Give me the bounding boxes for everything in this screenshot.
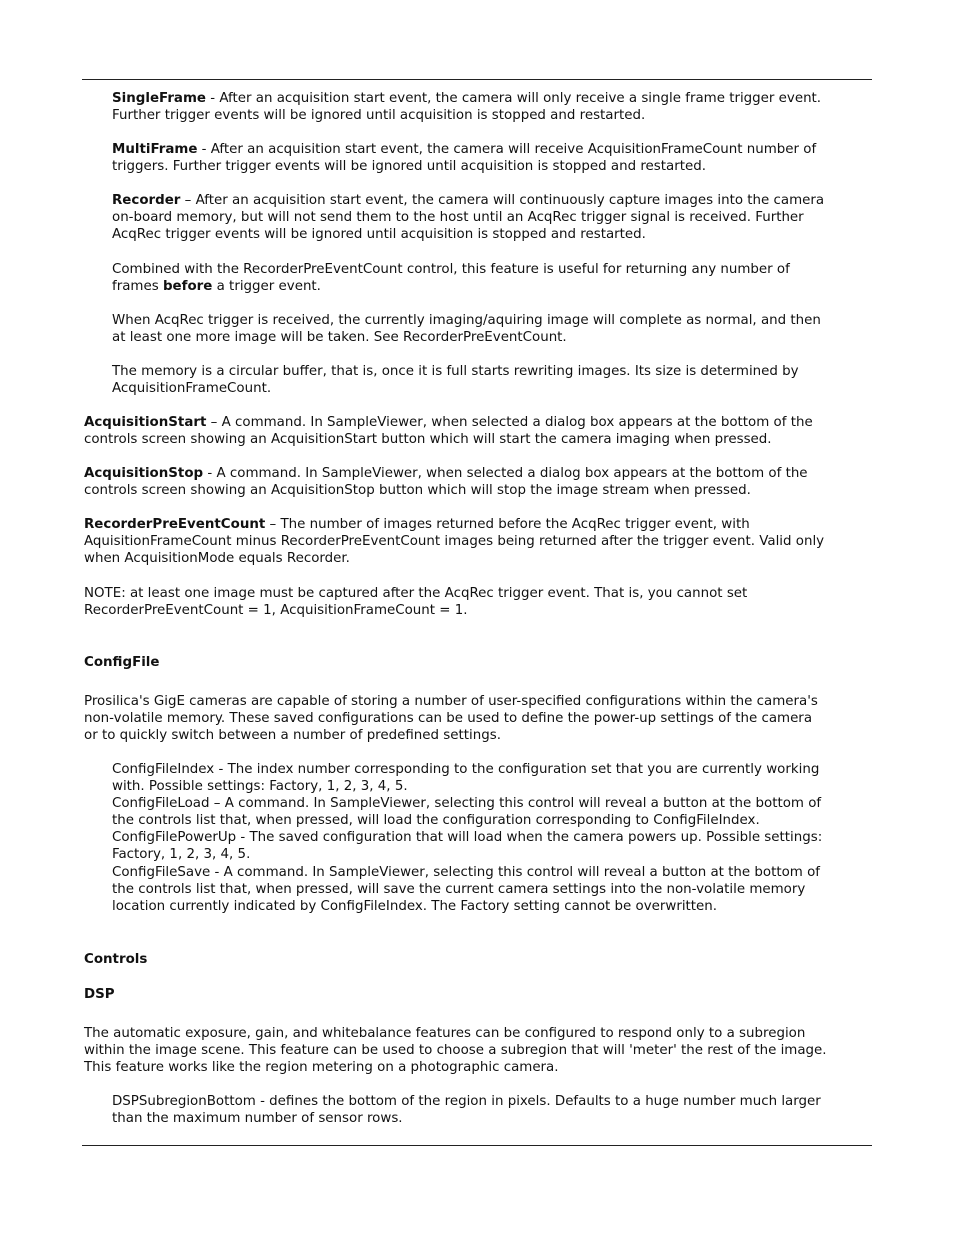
header-rule xyxy=(82,79,872,80)
dsp-intro: The automatic exposure, gain, and whitebalance features can be configured to respond only to a subregion within the image scene. This feature can be used to choose a subregion that will 'meter' the rest of the image. This feature works like the region metering on a photographic camera. xyxy=(84,1026,827,1076)
configfilesave-item: ConfigFileSave - A command. In SampleViewer, selecting this control will reveal a button at the bottom of xyxy=(112,864,820,880)
configfilepowerup-item: ConfigFilePowerUp - The saved configuration that will load when the camera powers up. Possible settings: xyxy=(112,830,823,846)
term-multiframe: MultiFrame xyxy=(112,142,198,157)
memory-paragraph: The memory is a circular buffer, that is, once it is full starts rewriting images. Its size is determined by AcquisitionFrameCount. xyxy=(112,364,799,397)
term-acquisitionstart: AcquisitionStart xyxy=(84,415,207,430)
acquisitionstart-paragraph: AcquisitionStart – A command. In SampleViewer, when selected a dialog box appears at the bottom of the controls screen showing an AcquisitionStart button which will start the camera imaging when pressed. xyxy=(84,415,813,448)
dsp-heading: DSP xyxy=(84,987,115,1002)
configfileload-item: ConfigFileLoad – A command. In SampleViewer, selecting this control will reveal a button at the bottom of xyxy=(112,796,822,812)
footer-rule xyxy=(82,1145,872,1146)
term-acquisitionstop: AcquisitionStop xyxy=(84,466,204,481)
acqrec-paragraph: When AcqRec trigger is received, the currently imaging/aquiring image will complete as normal, and then at least one more image will be taken. See RecorderPreEventCount. xyxy=(112,313,821,346)
configfile-items: ConfigFileIndex - The index number corresponding to the configuration set that you are currently working with. Possible settings: Factory, 1, 2, 3, 4, 5. ConfigFileLoad – A command. In SampleViewer, selecting this control will reveal a button at the bottom of the controls list that, when pressed, will load the configuration corresponding to ConfigFileIndex. ConfigFilePowerUp - The saved configuration that will load when the camera powers up. Possible settings: Factory, 1, 2, 3, 4, 5. ConfigFileSave - A command. In SampleViewer, selecting this control will reveal a button at the bottom of the controls list that, when pressed, will save the current camera settings into the non-volatile memory location currently indicated by ConfigFileIndex. The Factory setting cannot be overwritten. xyxy=(112,762,823,914)
recorder-paragraph: Recorder – After an acquisition start event, the camera will continuously capture images into the camera on-board memory, but will not send them to the host until an AcqRec trigger signal is received. Further AcqRec trigger events will be ignored until acquisition is stopped and restarted. xyxy=(112,193,825,243)
multiframe-paragraph: MultiFrame - After an acquisition start event, the camera will receive AcquisitionFrameCount number of triggers. Further trigger events will be ignored until acquisition is stopped and restarted. xyxy=(112,142,817,175)
configfile-intro: Prosilica's GigE cameras are capable of storing a number of user-specified configurations within the camera's non-volatile memory. These saved configurations can be used to define the power-up settings of the camera or to quickly switch between a number of predefined settings. xyxy=(84,694,818,744)
singleframe-paragraph: SingleFrame - After an acquisition start event, the camera will only receive a single frame trigger event. Further trigger events will be ignored until acquisition is stopped and restarted. xyxy=(112,91,822,124)
recorderpreeventcount-paragraph: RecorderPreEventCount – The number of images returned before the AcqRec trigger event, with AquisitionFrameCount minus RecorderPreEventCount images being returned after the trigger event. Valid only when AcquisitionMode equals Recorder. xyxy=(84,517,825,567)
controls-heading: Controls xyxy=(84,952,148,967)
configfile-heading: ConfigFile xyxy=(84,655,160,670)
term-recorder: Recorder xyxy=(112,193,181,208)
configfileindex-item: ConfigFileIndex - The index number corresponding to the configuration set that you are currently working xyxy=(112,762,820,777)
dspsubregionbottom-item: DSPSubregionBottom - defines the bottom of the region in pixels. Defaults to a huge number much larger xyxy=(112,1094,821,1109)
dsp-items: DSPSubregionBottom - defines the bottom of the region in pixels. Defaults to a huge number much larger than the maximum number of sensor rows. xyxy=(112,1094,821,1127)
note-paragraph: NOTE: at least one image must be captured after the AcqRec trigger event. That is, you cannot set RecorderPreEventCount = 1, AcquisitionFrameCount = 1. xyxy=(84,586,748,619)
combined-paragraph: Combined with the RecorderPreEventCount control, this feature is useful for returning any number of frames before a trigger event. xyxy=(112,262,790,295)
acquisitionstop-paragraph: AcquisitionStop - A command. In SampleViewer, when selected a dialog box appears at the bottom of the controls screen showing an AcquisitionStop button which will stop the image stream when pressed. xyxy=(84,466,808,499)
term-singleframe: SingleFrame xyxy=(112,91,206,106)
term-recorderpreeventcount: RecorderPreEventCount xyxy=(84,517,266,532)
